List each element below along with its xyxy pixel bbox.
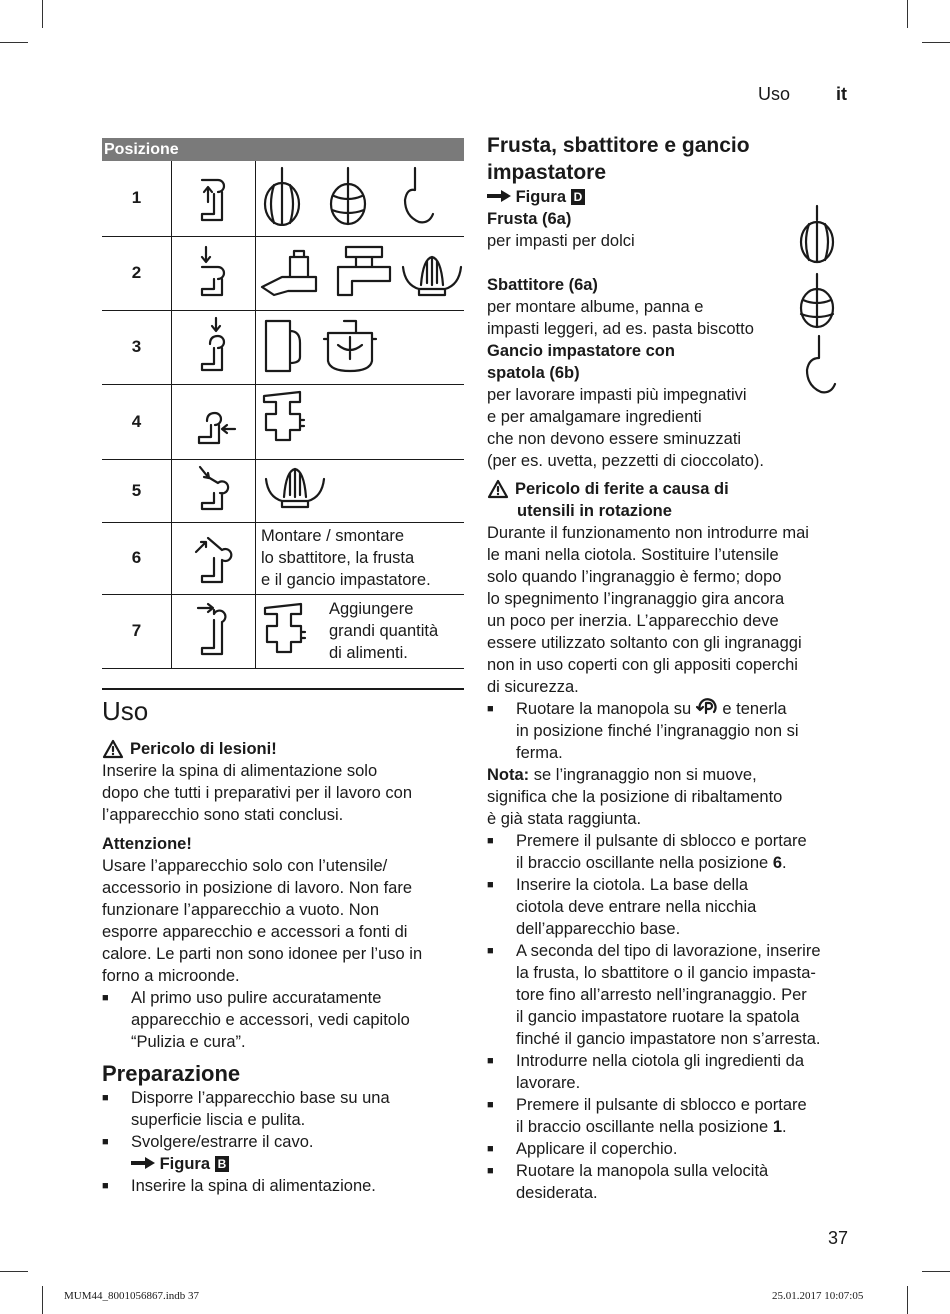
list-item: ■ Inserire la spina di alimentazione.	[102, 1175, 464, 1197]
table-row	[102, 522, 464, 594]
footer-timestamp: 25.01.2017 10:07:05	[772, 1290, 864, 1302]
position-number: 4	[102, 384, 172, 459]
attention-title: Attenzione!	[102, 834, 192, 853]
left-column	[102, 138, 464, 1197]
attention-text: Usare l’apparecchio solo con l’utensile/ accessorio in posizione di lavoro. Non fare funzionare l’apparecchio a vuoto. Non esporre apparecchio e accessori a fonti di calore. Le parti non sono idonee per l’uso in forno a microonde.	[102, 856, 423, 985]
crop-mark	[42, 1286, 43, 1314]
crop-mark	[42, 0, 43, 28]
preparazione-title: Preparazione	[102, 1060, 241, 1086]
arm-position-4-icon	[172, 384, 256, 459]
blender-icon	[260, 317, 304, 375]
food-processor-icon	[320, 315, 380, 375]
crop-mark	[0, 1271, 28, 1272]
frusta-title: Frusta (6a)	[487, 210, 572, 228]
slicer-icon	[260, 247, 322, 299]
table-row	[102, 594, 464, 668]
position-table-header: Posizione	[102, 138, 464, 161]
rotation-warning-title: Pericolo di ferite a causa di utensili in rotazione	[487, 478, 852, 522]
page-number: 37	[828, 1228, 849, 1248]
rotation-warning-text: Durante il funzionamento non introdurre mai le mani nella ciotola. Sostituire l’utensile solo quando l’ingranaggio è fermo; dopo lo spegnimento l’ingranaggio gira ancora un poco per inerzia. L’apparecchio deve essere utilizzato soltanto con gli ingranaggi non in uso coperti con gli appositi coperchi di sicurezza.	[487, 524, 809, 696]
arrow-right-icon	[487, 190, 511, 202]
citrus-press-icon	[401, 253, 463, 299]
list-item: ■ Inserire la ciotola. La base della ciotola deve entrare nella nicchia dell’apparecchio base.	[487, 874, 852, 940]
injury-warning-text: Inserire la spina di alimentazione solo dopo che tutti i preparativi per il lavoro con l’apparecchio sono stati conclusi.	[102, 761, 413, 824]
table-row	[102, 310, 464, 384]
figure-letter-badge: D	[571, 189, 586, 205]
crop-mark	[907, 1286, 908, 1314]
position-number: 6	[102, 522, 172, 594]
meat-mincer-icon	[332, 243, 392, 299]
list-item: ■ Disporre l’apparecchio base su una superficie liscia e pulita.	[102, 1087, 464, 1131]
position-number: 3	[102, 310, 172, 384]
frusta-text: per impasti per dolci	[487, 232, 635, 250]
crop-mark	[922, 42, 950, 43]
warning-triangle-icon	[102, 739, 124, 759]
beater-icon	[797, 272, 837, 330]
arrow-right-icon	[131, 1157, 155, 1169]
note-text: Nota: se l’ingranaggio non si muove, significa che la posizione di ribaltamento è già stata raggiunta.	[487, 766, 783, 828]
section-divider	[102, 688, 464, 690]
table-row	[102, 384, 464, 459]
list-item: ■ Al primo uso pulire accuratamente apparecchio e accessori, vedi capitolo “Pulizia e cura”.	[102, 987, 464, 1053]
arm-position-2-icon	[172, 236, 256, 310]
list-item: ■ A seconda del tipo di lavorazione, inserire la frusta, lo sbattitore o il gancio impasta- tore fino all’arresto nell’ingranaggio. Per il gancio impastatore ruotare la spatola finché il gancio impastatore non s’arresta.	[487, 940, 852, 1050]
position-number: 5	[102, 459, 172, 522]
position-7-description: Aggiungere grandi quantità di alimenti.	[329, 600, 439, 662]
gancio-title: Gancio impastatore con spatola (6b)	[487, 342, 675, 382]
dial-p-icon	[696, 698, 718, 718]
sbattitore-text: per montare albume, panna e impasti leggeri, ad es. pasta biscotto	[487, 298, 754, 338]
preparazione-list	[102, 1087, 464, 1197]
list-item: ■ Ruotare la manopola sulla velocità desiderata.	[487, 1160, 852, 1204]
citrus-press-icon	[264, 465, 326, 511]
gancio-text: per lavorare impasti più impegnativi e per amalgamare ingredienti che non devono essere sminuzzati (per es. uvetta, pezzetti di cioccolato).	[487, 386, 764, 470]
whisk-icon	[260, 166, 304, 226]
list-item: ■ Ruotare la manopola su e tenerla in posizione finché l’ingranaggio non si ferma.	[487, 698, 852, 764]
arm-position-1-icon	[172, 161, 256, 236]
rotation-steps-list	[487, 698, 852, 764]
list-item: ■ Premere il pulsante di sblocco e portare il braccio oscillante nella posizione 1.	[487, 1094, 852, 1138]
operation-steps-list	[487, 830, 852, 1204]
sbattitore-title: Sbattitore (6a)	[487, 276, 598, 294]
arm-position-6-icon	[172, 522, 256, 594]
crop-mark	[922, 1271, 950, 1272]
table-row	[102, 459, 464, 522]
crop-mark	[0, 42, 28, 43]
header-section: Uso	[758, 84, 791, 104]
header-lang: it	[836, 84, 847, 104]
table-row	[102, 236, 464, 310]
footer-file: MUM44_8001056867.indb 37	[64, 1290, 200, 1302]
position-table	[102, 161, 464, 669]
arm-position-5-icon	[172, 459, 256, 522]
arm-position-7-icon	[172, 594, 256, 668]
list-item: ■ Premere il pulsante di sblocco e portare il braccio oscillante nella posizione 6.	[487, 830, 852, 874]
position-number: 2	[102, 236, 172, 310]
list-item: ■ Svolgere/estrarre il cavo. Figura B	[102, 1131, 464, 1175]
meat-mincer-icon	[261, 602, 307, 660]
list-item: ■ Introdurre nella ciotola gli ingredienti da lavorare.	[487, 1050, 852, 1094]
dough-hook-icon	[799, 334, 839, 396]
injury-warning-title: Pericolo di lesioni!	[102, 738, 464, 760]
uso-title: Uso	[102, 695, 149, 726]
dough-hook-icon	[393, 166, 437, 226]
table-row	[102, 161, 464, 236]
tools-section-title: Frusta, sbattitore e gancio impastatore	[487, 134, 750, 184]
position-number: 1	[102, 161, 172, 236]
arm-position-3-icon	[172, 310, 256, 384]
uso-bullet-list	[102, 987, 464, 1053]
right-column	[487, 132, 852, 1204]
position-6-description: Montare / smontare lo sbattitore, la frusta e il gancio impastatore.	[261, 527, 431, 589]
list-item: ■ Applicare il coperchio.	[487, 1138, 852, 1160]
crop-mark	[907, 0, 908, 28]
whisk-icon	[797, 204, 837, 264]
meat-mincer-icon	[260, 390, 306, 448]
beater-icon	[326, 166, 370, 226]
figure-d-reference: Figura D	[487, 186, 852, 208]
position-number: 7	[102, 594, 172, 668]
warning-triangle-icon	[487, 479, 509, 499]
figure-b-reference: Figura B	[131, 1153, 464, 1175]
figure-letter-badge: B	[215, 1156, 230, 1172]
